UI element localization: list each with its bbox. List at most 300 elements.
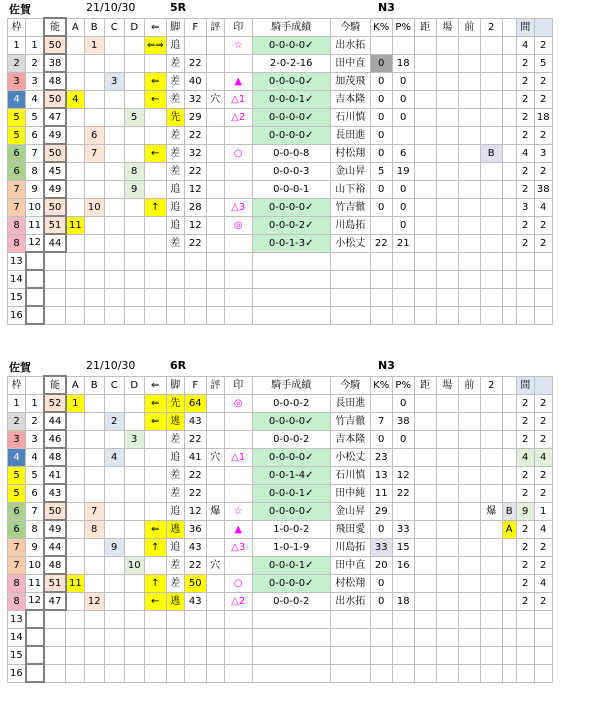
mark-cell: △2 [224, 592, 252, 610]
interval-2-cell: 2 [534, 234, 552, 252]
jockey-record-cell: 0-0-0-3 [252, 162, 330, 180]
waku-cell: 2 [8, 412, 26, 430]
flag-cell: A [502, 520, 516, 538]
col-b-cell [84, 412, 104, 430]
flag-cell [502, 162, 516, 180]
col-a-cell: 11 [66, 574, 84, 592]
f-cell: 36 [184, 520, 206, 538]
interval-2-cell: 2 [534, 412, 552, 430]
p-percent-cell [392, 270, 414, 288]
col-2-cell [480, 216, 502, 234]
interval-1-cell: 2 [516, 54, 534, 72]
flag-cell [502, 252, 516, 270]
number-cell [26, 288, 44, 306]
col-2-cell: 爆 [480, 502, 502, 520]
f-cell: 50 [184, 574, 206, 592]
k-percent-cell: 11 [370, 484, 392, 502]
col-2-cell [480, 556, 502, 574]
jockey-cell: 田中直 [330, 556, 370, 574]
jockey-record-cell: 0-0-0-0✓ [252, 72, 330, 90]
col-2-cell [480, 520, 502, 538]
col-c-cell [104, 270, 124, 288]
jockey-cell: 小松丈 [330, 448, 370, 466]
jockey-record-cell [252, 628, 330, 646]
style-cell: 差 [166, 162, 184, 180]
rating-cell [206, 270, 224, 288]
interval-1-cell: 2 [516, 216, 534, 234]
jockey-record-cell: 0-0-0-1✓ [252, 556, 330, 574]
waku-cell: 1 [8, 394, 26, 412]
interval-2-cell: 2 [534, 556, 552, 574]
col-2-cell [480, 36, 502, 54]
interval-1-cell [516, 664, 534, 682]
flag-cell [502, 412, 516, 430]
header-prev-cell: 前 [458, 18, 480, 36]
col-2-cell [480, 394, 502, 412]
arrow-cell [144, 126, 166, 144]
style-cell: 追 [166, 180, 184, 198]
col-2-cell [480, 538, 502, 556]
col-b-cell [84, 466, 104, 484]
rating-cell [206, 484, 224, 502]
rating-cell [206, 520, 224, 538]
number-cell: 10 [26, 556, 44, 574]
p-percent-cell: 18 [392, 592, 414, 610]
table-row [8, 180, 553, 198]
prev-cell [458, 306, 480, 324]
waku-cell: 8 [8, 574, 26, 592]
jockey-cell: 石川慎 [330, 108, 370, 126]
header-col-b-cell: B [84, 18, 104, 36]
flag-cell [502, 484, 516, 502]
jockey-record-cell: 1-0-1-9 [252, 538, 330, 556]
ability-cell [44, 610, 66, 628]
flag-cell [502, 466, 516, 484]
header-col-d-cell: D [124, 18, 144, 36]
interval-1-cell: 2 [516, 234, 534, 252]
ability-cell [44, 646, 66, 664]
arrow-cell: ↑ [144, 574, 166, 592]
arrow-cell: ← [144, 144, 166, 162]
interval-2-cell [534, 270, 552, 288]
flag-cell [502, 448, 516, 466]
distance-cell [414, 502, 436, 520]
distance-cell [414, 484, 436, 502]
col-a-cell [66, 54, 84, 72]
interval-1-cell [516, 646, 534, 664]
ability-cell: 50 [44, 90, 66, 108]
interval-2-cell [534, 252, 552, 270]
col-c-cell [104, 502, 124, 520]
col-a-cell [66, 484, 84, 502]
col-a-cell [66, 252, 84, 270]
flag-cell [502, 592, 516, 610]
k-percent-cell: 0 [370, 72, 392, 90]
empty-row [8, 628, 553, 646]
header-col-a-cell: A [66, 18, 84, 36]
col-a-cell [66, 36, 84, 54]
flag-cell [502, 646, 516, 664]
jockey-cell [330, 252, 370, 270]
empty-row [8, 306, 553, 324]
interval-2-cell: 1 [534, 502, 552, 520]
col-a-cell [66, 288, 84, 306]
interval-2-cell: 2 [534, 592, 552, 610]
prev-cell [458, 216, 480, 234]
header-f-cell: F [184, 18, 206, 36]
mark-cell [224, 234, 252, 252]
interval-2-cell: 2 [534, 216, 552, 234]
number-cell: 6 [26, 126, 44, 144]
interval-1-cell: 4 [516, 448, 534, 466]
ability-cell: 50 [44, 502, 66, 520]
col-d-cell [124, 54, 144, 72]
p-percent-cell: 33 [392, 520, 414, 538]
flag-cell [502, 198, 516, 216]
k-percent-cell: 22 [370, 234, 392, 252]
header-k-percent-cell: K% [370, 18, 392, 36]
ability-cell: 41 [44, 466, 66, 484]
col-d-cell [124, 234, 144, 252]
col-d-cell [124, 646, 144, 664]
header-arrow-cell: ⇐ [144, 376, 166, 394]
col-b-cell [84, 556, 104, 574]
header-number-cell [26, 18, 44, 36]
p-percent-cell: 19 [392, 162, 414, 180]
interval-1-cell: 2 [516, 126, 534, 144]
jockey-record-cell [252, 252, 330, 270]
col-b-cell [84, 574, 104, 592]
col-d-cell: 8 [124, 162, 144, 180]
col-2-cell [480, 234, 502, 252]
jockey-record-cell: 0-0-0-0✓ [252, 502, 330, 520]
rating-cell: 穴 [206, 556, 224, 574]
flag-cell [502, 628, 516, 646]
arrow-cell: ⇐ [144, 412, 166, 430]
jockey-record-cell [252, 270, 330, 288]
col-b-cell [84, 180, 104, 198]
k-percent-cell: 5 [370, 162, 392, 180]
waku-cell: 15 [8, 646, 26, 664]
flag-cell: B [502, 502, 516, 520]
number-cell: 1 [26, 36, 44, 54]
jockey-cell: 竹吉徹 [330, 412, 370, 430]
mark-cell [224, 610, 252, 628]
mark-cell: ○ [224, 144, 252, 162]
venue-cell [436, 144, 458, 162]
jockey-record-cell [252, 306, 330, 324]
mark-cell [224, 628, 252, 646]
f-cell [184, 646, 206, 664]
interval-1-cell: 2 [516, 556, 534, 574]
jockey-cell: 金山昇 [330, 502, 370, 520]
col-2-cell [480, 108, 502, 126]
col-c-cell [104, 520, 124, 538]
col-d-cell [124, 198, 144, 216]
arrow-cell [144, 430, 166, 448]
col-b-cell: 6 [84, 126, 104, 144]
distance-cell [414, 216, 436, 234]
jockey-record-cell: 0-0-0-0✓ [252, 36, 330, 54]
number-cell: 5 [26, 108, 44, 126]
col-d-cell [124, 574, 144, 592]
col-a-cell [66, 610, 84, 628]
col-c-cell [104, 646, 124, 664]
jockey-cell: 川島拓 [330, 216, 370, 234]
distance-cell [414, 466, 436, 484]
mark-cell: △1 [224, 448, 252, 466]
f-cell: 40 [184, 72, 206, 90]
race-number-2: 6R [170, 359, 187, 372]
col-a-cell [66, 108, 84, 126]
interval-1-cell: 2 [516, 538, 534, 556]
interval-2-cell: 4 [534, 520, 552, 538]
prev-cell [458, 664, 480, 682]
col-c-cell [104, 610, 124, 628]
p-percent-cell [392, 36, 414, 54]
interval-1-cell: 4 [516, 144, 534, 162]
class-2: N3 [378, 359, 395, 372]
p-percent-cell: 12 [392, 466, 414, 484]
jockey-record-cell: 0-0-0-1 [252, 180, 330, 198]
col-a-cell: 1 [66, 394, 84, 412]
col-c-cell [104, 628, 124, 646]
table-row [8, 430, 553, 448]
arrow-cell [144, 466, 166, 484]
col-b-cell: 7 [84, 144, 104, 162]
interval-1-cell: 2 [516, 520, 534, 538]
header-k-percent-cell: K% [370, 376, 392, 394]
col-b-cell: 12 [84, 592, 104, 610]
header-ability-cell: 能 [44, 376, 66, 394]
venue-1: 佐賀 [9, 3, 31, 16]
f-cell [184, 306, 206, 324]
venue-cell [436, 198, 458, 216]
mark-cell [224, 646, 252, 664]
col-d-cell [124, 288, 144, 306]
table-row [8, 216, 553, 234]
col-d-cell [124, 520, 144, 538]
jockey-cell: 小松丈 [330, 234, 370, 252]
venue-cell [436, 108, 458, 126]
interval-2-cell: 2 [534, 36, 552, 54]
arrow-cell [144, 234, 166, 252]
p-percent-cell [392, 126, 414, 144]
table-row [8, 520, 553, 538]
p-percent-cell [392, 574, 414, 592]
flag-cell [502, 90, 516, 108]
k-percent-cell [370, 664, 392, 682]
col-a-cell [66, 448, 84, 466]
col-2-cell [480, 484, 502, 502]
waku-cell: 7 [8, 556, 26, 574]
interval-1-cell: 9 [516, 502, 534, 520]
venue-cell [436, 466, 458, 484]
mark-cell [224, 430, 252, 448]
jockey-cell [330, 646, 370, 664]
f-cell [184, 288, 206, 306]
f-cell: 41 [184, 448, 206, 466]
number-cell: 12 [26, 234, 44, 252]
col-2-cell [480, 412, 502, 430]
header-col-2-cell: 2 [480, 18, 502, 36]
mark-cell [224, 664, 252, 682]
col-a-cell [66, 538, 84, 556]
jockey-record-cell: 0-0-1-4✓ [252, 466, 330, 484]
mark-cell [224, 180, 252, 198]
empty-row [8, 288, 553, 306]
number-cell: 2 [26, 54, 44, 72]
interval-1-cell: 2 [516, 484, 534, 502]
col-d-cell [124, 664, 144, 682]
prev-cell [458, 412, 480, 430]
p-percent-cell [392, 448, 414, 466]
interval-2-cell: 4 [534, 198, 552, 216]
style-cell: 先 [166, 394, 184, 412]
col-c-cell [104, 126, 124, 144]
jockey-cell [330, 628, 370, 646]
arrow-cell [144, 252, 166, 270]
col-c-cell [104, 430, 124, 448]
number-cell [26, 646, 44, 664]
venue-cell [436, 628, 458, 646]
col-b-cell [84, 430, 104, 448]
p-percent-cell: 0 [392, 216, 414, 234]
distance-cell [414, 664, 436, 682]
rating-cell [206, 306, 224, 324]
p-percent-cell: 0 [392, 180, 414, 198]
style-cell: 差 [166, 72, 184, 90]
distance-cell [414, 198, 436, 216]
header-waku-cell: 枠 [8, 18, 26, 36]
ability-cell: 47 [44, 108, 66, 126]
date-1: 21/10/30 [86, 1, 136, 14]
table-row [8, 538, 553, 556]
header-row [8, 376, 553, 394]
interval-1-cell [516, 610, 534, 628]
col-b-cell [84, 72, 104, 90]
empty-row [8, 252, 553, 270]
interval-1-cell: 2 [516, 180, 534, 198]
prev-cell [458, 126, 480, 144]
p-percent-cell: 22 [392, 484, 414, 502]
arrow-cell: ← [144, 90, 166, 108]
distance-cell [414, 126, 436, 144]
col-c-cell [104, 466, 124, 484]
distance-cell [414, 36, 436, 54]
flag-cell [502, 54, 516, 72]
col-b-cell [84, 610, 104, 628]
distance-cell [414, 252, 436, 270]
race-number-1: 5R [170, 1, 187, 14]
k-percent-cell: 0 [370, 574, 392, 592]
k-percent-cell [370, 628, 392, 646]
col-c-cell [104, 180, 124, 198]
mark-cell: ☆ [224, 36, 252, 54]
prev-cell [458, 556, 480, 574]
rating-cell [206, 126, 224, 144]
f-cell: 28 [184, 198, 206, 216]
prev-cell [458, 574, 480, 592]
arrow-cell: ⇐ [144, 520, 166, 538]
col-c-cell: 3 [104, 72, 124, 90]
k-percent-cell: 29 [370, 502, 392, 520]
flag-cell [502, 574, 516, 592]
col-a-cell [66, 144, 84, 162]
waku-cell: 4 [8, 448, 26, 466]
k-percent-cell [370, 610, 392, 628]
col-b-cell [84, 484, 104, 502]
mark-cell [224, 54, 252, 72]
k-percent-cell [370, 36, 392, 54]
col-a-cell [66, 234, 84, 252]
rating-cell: 穴 [206, 90, 224, 108]
f-cell: 29 [184, 108, 206, 126]
waku-cell: 7 [8, 180, 26, 198]
header-col-b-cell: B [84, 376, 104, 394]
mark-cell: △3 [224, 198, 252, 216]
venue-cell [436, 180, 458, 198]
k-percent-cell: 0 [370, 144, 392, 162]
venue-cell [436, 306, 458, 324]
col-d-cell [124, 628, 144, 646]
col-c-cell: 2 [104, 412, 124, 430]
jockey-cell: 金山昇 [330, 162, 370, 180]
waku-cell: 8 [8, 234, 26, 252]
col-d-cell: 10 [124, 556, 144, 574]
waku-cell: 7 [8, 538, 26, 556]
header-jockey-record-cell: 騎手成績 [252, 18, 330, 36]
prev-cell [458, 628, 480, 646]
arrow-cell [144, 556, 166, 574]
jockey-cell: 石川慎 [330, 466, 370, 484]
col-d-cell [124, 216, 144, 234]
f-cell [184, 252, 206, 270]
style-cell: 逃 [166, 592, 184, 610]
venue-cell [436, 162, 458, 180]
mark-cell: ▲ [224, 520, 252, 538]
flag-cell [502, 394, 516, 412]
rating-cell [206, 288, 224, 306]
venue-cell [436, 448, 458, 466]
header-style-cell: 脚 [166, 18, 184, 36]
header-arrow-cell: ⇐ [144, 18, 166, 36]
style-cell [166, 252, 184, 270]
ability-cell: 44 [44, 538, 66, 556]
distance-cell [414, 574, 436, 592]
style-cell: 差 [166, 430, 184, 448]
venue-cell [436, 646, 458, 664]
table-row [8, 54, 553, 72]
col-2-cell [480, 72, 502, 90]
col-b-cell [84, 90, 104, 108]
p-percent-cell: 18 [392, 54, 414, 72]
distance-cell [414, 72, 436, 90]
jockey-record-cell: 0-0-0-2 [252, 394, 330, 412]
ability-cell: 48 [44, 448, 66, 466]
jockey-record-cell: 1-0-0-2 [252, 520, 330, 538]
col-d-cell: 9 [124, 180, 144, 198]
mark-cell: ○ [224, 574, 252, 592]
number-cell: 10 [26, 198, 44, 216]
col-b-cell [84, 252, 104, 270]
race-table-2 [7, 375, 553, 683]
waku-cell: 5 [8, 126, 26, 144]
ability-cell [44, 306, 66, 324]
col-2-cell [480, 646, 502, 664]
header-row [8, 18, 553, 36]
p-percent-cell [392, 502, 414, 520]
